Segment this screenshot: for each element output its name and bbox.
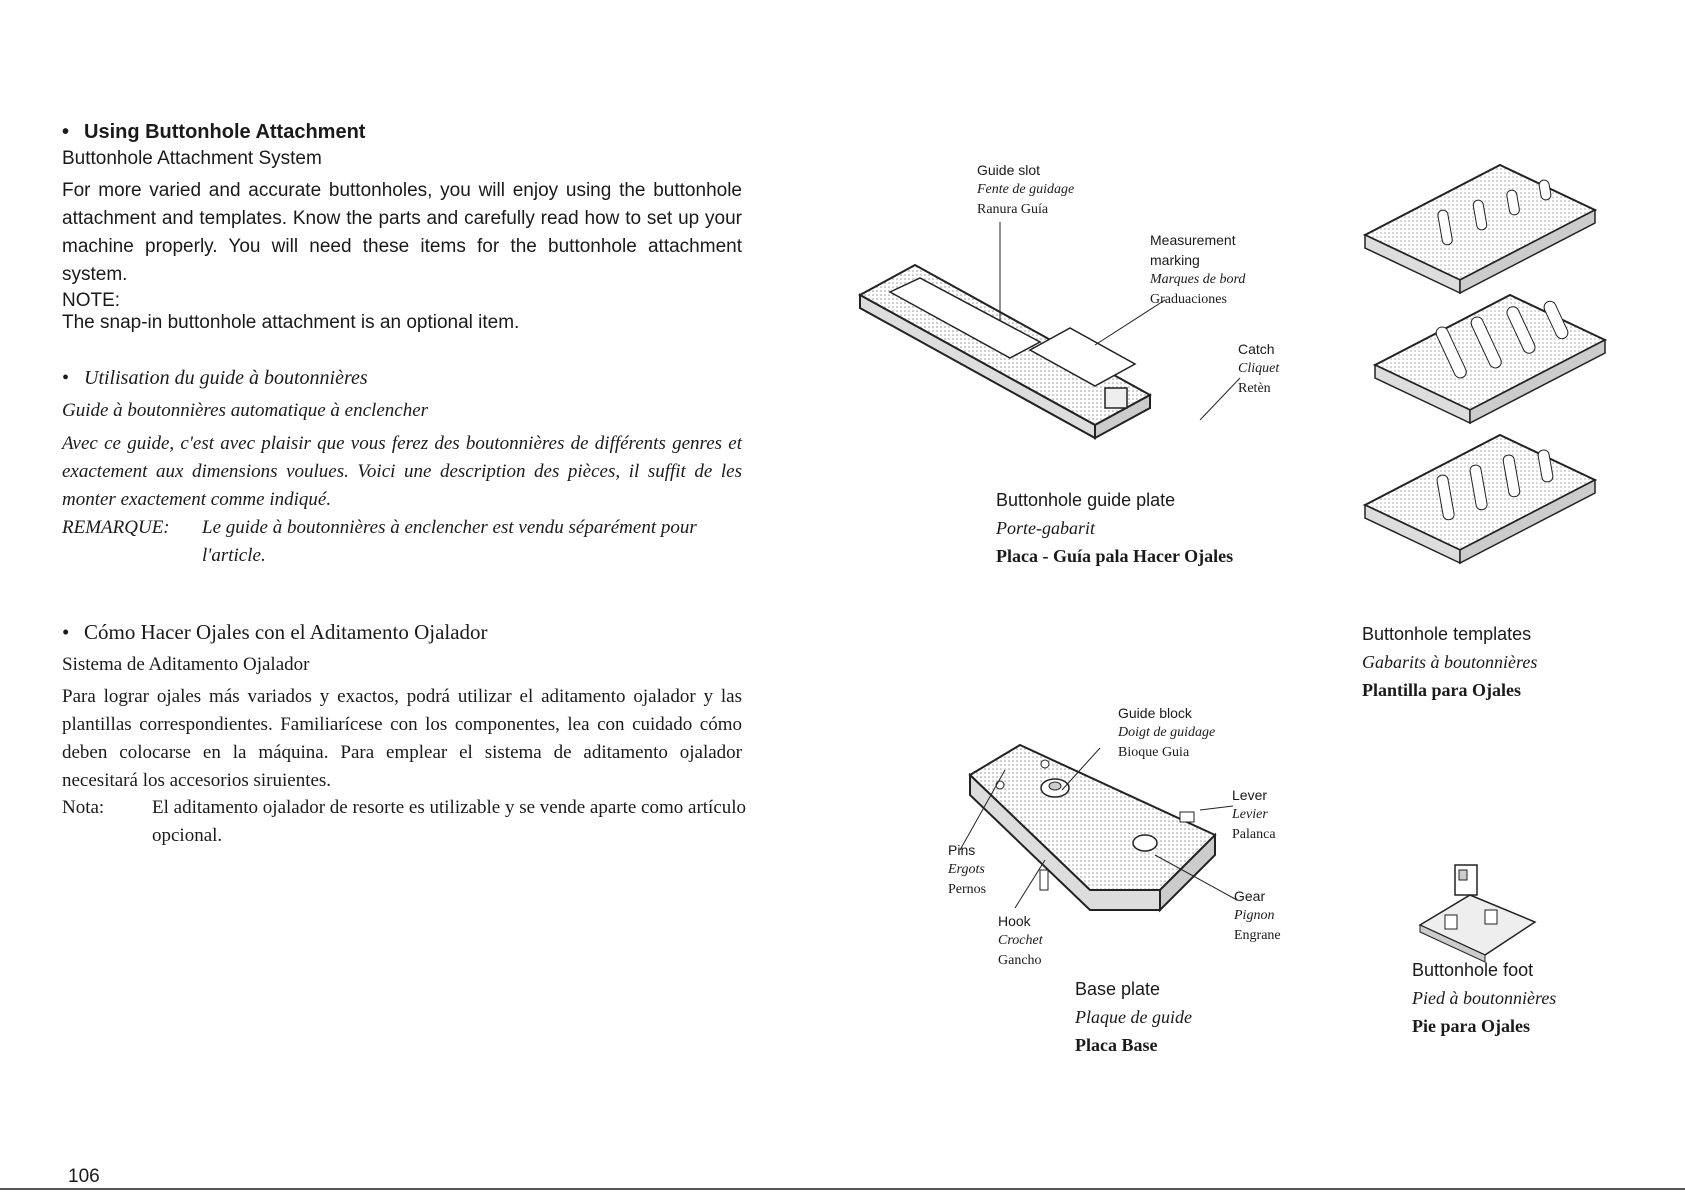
bullet-icon: •: [62, 620, 70, 644]
note-text: Le guide à boutonnières à enclencher est vendu séparément pour l'article.: [202, 517, 697, 566]
english-heading: • Using Buttonhole Attachment: [62, 121, 366, 143]
spanish-heading: • Cómo Hacer Ojales con el Aditamento Ojalador: [62, 620, 488, 644]
label-measurement: Measurement marking Marques de bord Graduaciones: [1150, 232, 1246, 307]
bullet-icon: •: [62, 367, 70, 389]
spanish-subheading: Sistema de Aditamento Ojalador: [62, 654, 310, 675]
label-guide-slot: Guide slot Fente de guidage Ranura Guía: [977, 162, 1075, 217]
bottom-rule: [0, 1188, 1685, 1190]
french-subheading: Guide à boutonnières automatique à enclencher: [62, 400, 429, 421]
english-paragraph: For more varied and accurate buttonholes, you will enjoy using the buttonhole attachment and templates. Know the parts and carefully read how to set up your machine properly. You will need these items for the buttonhole attachment system.: [62, 180, 742, 285]
label-lever: Lever Levier Palanca: [1232, 787, 1276, 842]
note-label: NOTE:: [62, 290, 121, 311]
note-text: The snap-in buttonhole attachment is an optional item.: [62, 312, 520, 333]
label-catch: Catch Cliquet Retèn: [1238, 341, 1280, 396]
caption-templates: Buttonhole templates Gabarits à boutonnières Plantilla para Ojales: [1362, 624, 1538, 700]
label-pins: Pins Ergots Pernos: [948, 842, 987, 897]
note-label: REMARQUE:: [62, 517, 170, 538]
caption-base-plate: Base plate Plaque de guide Placa Base: [1075, 979, 1192, 1055]
spanish-paragraph: Para lograr ojales más variados y exactos, podrá utilizar el aditamento ojalador y las plantillas correspondientes. Familiarícese con los componentes, lea con cuidado cómo deben colocarse en la máquina. Para emplear el sistema de aditamento ojalador necesitará los accesorios siruientes.: [62, 686, 742, 791]
french-heading: • Utilisation du guide à boutonnières: [62, 367, 368, 389]
note-label: Nota:: [62, 797, 105, 818]
label-guide-block: Guide block Doigt de guidage Bioque Guia: [1118, 705, 1216, 760]
english-subheading: Buttonhole Attachment System: [62, 148, 322, 169]
label-gear: Gear Pignon Engrane: [1234, 888, 1281, 943]
label-hook: Hook Crochet Gancho: [998, 913, 1043, 968]
french-paragraph: Avec ce guide, c'est avec plaisir que vous ferez des boutonnières de différents genres et exactement aux dimensions voulues. Voici une description des pièces, il suffit de les monter exactement comme indiqué.: [62, 433, 742, 510]
buttonhole-foot-illustration: [1415, 860, 1540, 960]
bullet-icon: •: [62, 121, 70, 143]
note-text: El aditamento ojalador de resorte es utilizable y se vende aparte como artículo opcional.: [152, 797, 747, 846]
caption-buttonhole-foot: Buttonhole foot Pied à boutonnières Pie para Ojales: [1412, 960, 1557, 1036]
caption-guide-plate: Buttonhole guide plate Porte-gabarit Placa - Guía pala Hacer Ojales: [996, 490, 1234, 566]
page-number: 106: [68, 1166, 100, 1187]
